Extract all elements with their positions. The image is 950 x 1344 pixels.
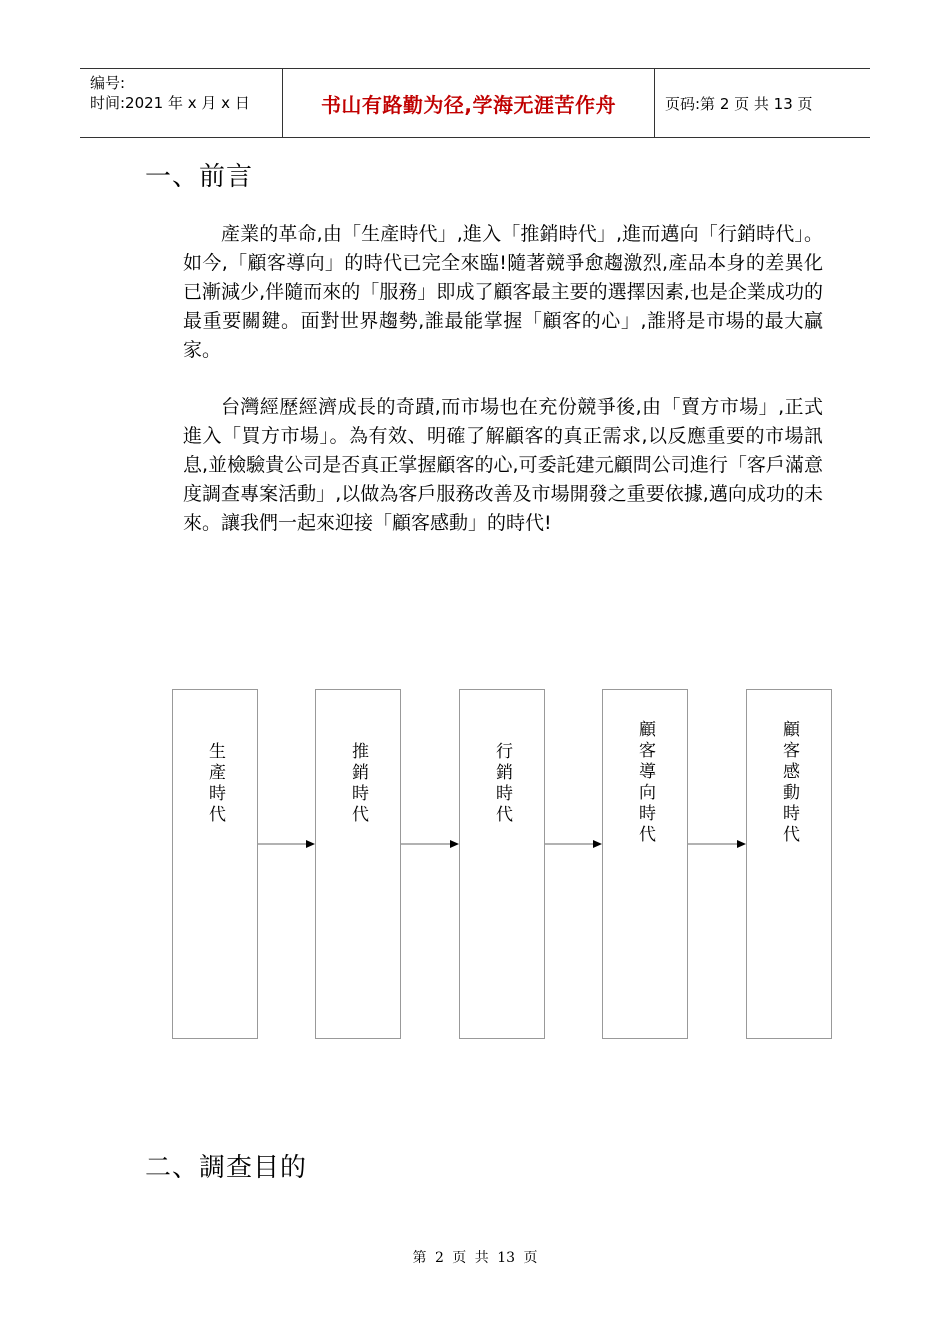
flow-step-label: 推銷時代 <box>348 742 368 826</box>
flow-step-label: 行銷時代 <box>492 742 512 826</box>
flow-arrow <box>545 838 603 850</box>
section-title-purpose: 二、調查目的 <box>145 1153 308 1183</box>
header-meta <box>80 69 282 137</box>
flow-step-customer-oriented <box>602 689 688 1039</box>
header-page-info: 页码:第 2 页 共 13 页 <box>665 94 813 113</box>
flow-arrow <box>401 838 460 850</box>
section-title-preface: 一、前言 <box>145 162 254 192</box>
flow-arrow <box>688 838 747 850</box>
time-label: 时间:2021 年 x 月 x 日 <box>90 94 250 112</box>
flow-step-label: 顧客感動時代 <box>779 720 799 846</box>
flow-step-marketing <box>459 689 545 1039</box>
page-footer: 第 2 页 共 13 页 <box>412 1250 538 1266</box>
flow-step-production <box>172 689 258 1039</box>
flow-arrow <box>258 838 316 850</box>
paragraph-2: 台灣經歷經濟成長的奇蹟,而市場也在充份競爭後,由「賣方市場」,正式進入「買方市場」。為有效、明確了解顧客的真正需求,以反應重要的市場訊息,並檢驗貴公司是否真正掌握顧客的心,可委託建元顧問公司進行「客戶滿意度調查專案活動」,以做為客戶服務改善及市場開發之重要依據,邁向成功的未來。讓我們一起來迎接「顧客感動」的時代! <box>183 396 823 534</box>
number-label: 编号: <box>90 74 126 92</box>
header-motto: 书山有路勤为径,学海无涯苦作舟 <box>282 69 655 137</box>
flow-step-label: 生產時代 <box>205 742 225 826</box>
flow-step-customer-delight <box>746 689 832 1039</box>
flow-step-label: 顧客導向時代 <box>635 720 655 846</box>
flow-step-sales <box>315 689 401 1039</box>
document-header <box>80 68 870 138</box>
paragraph-1: 產業的革命,由「生產時代」,進入「推銷時代」,進而邁向「行銷時代」。如今,「顧客導向」的時代已完全來臨!隨著競爭愈趨激烈,產品本身的差異化已漸減少,伴隨而來的「服務」即成了顧客最主要的選擇因素,也是企業成功的最重要關鍵。面對世界趨勢,誰最能掌握「顧客的心」,誰將是市場的最大贏家。 <box>183 223 823 361</box>
